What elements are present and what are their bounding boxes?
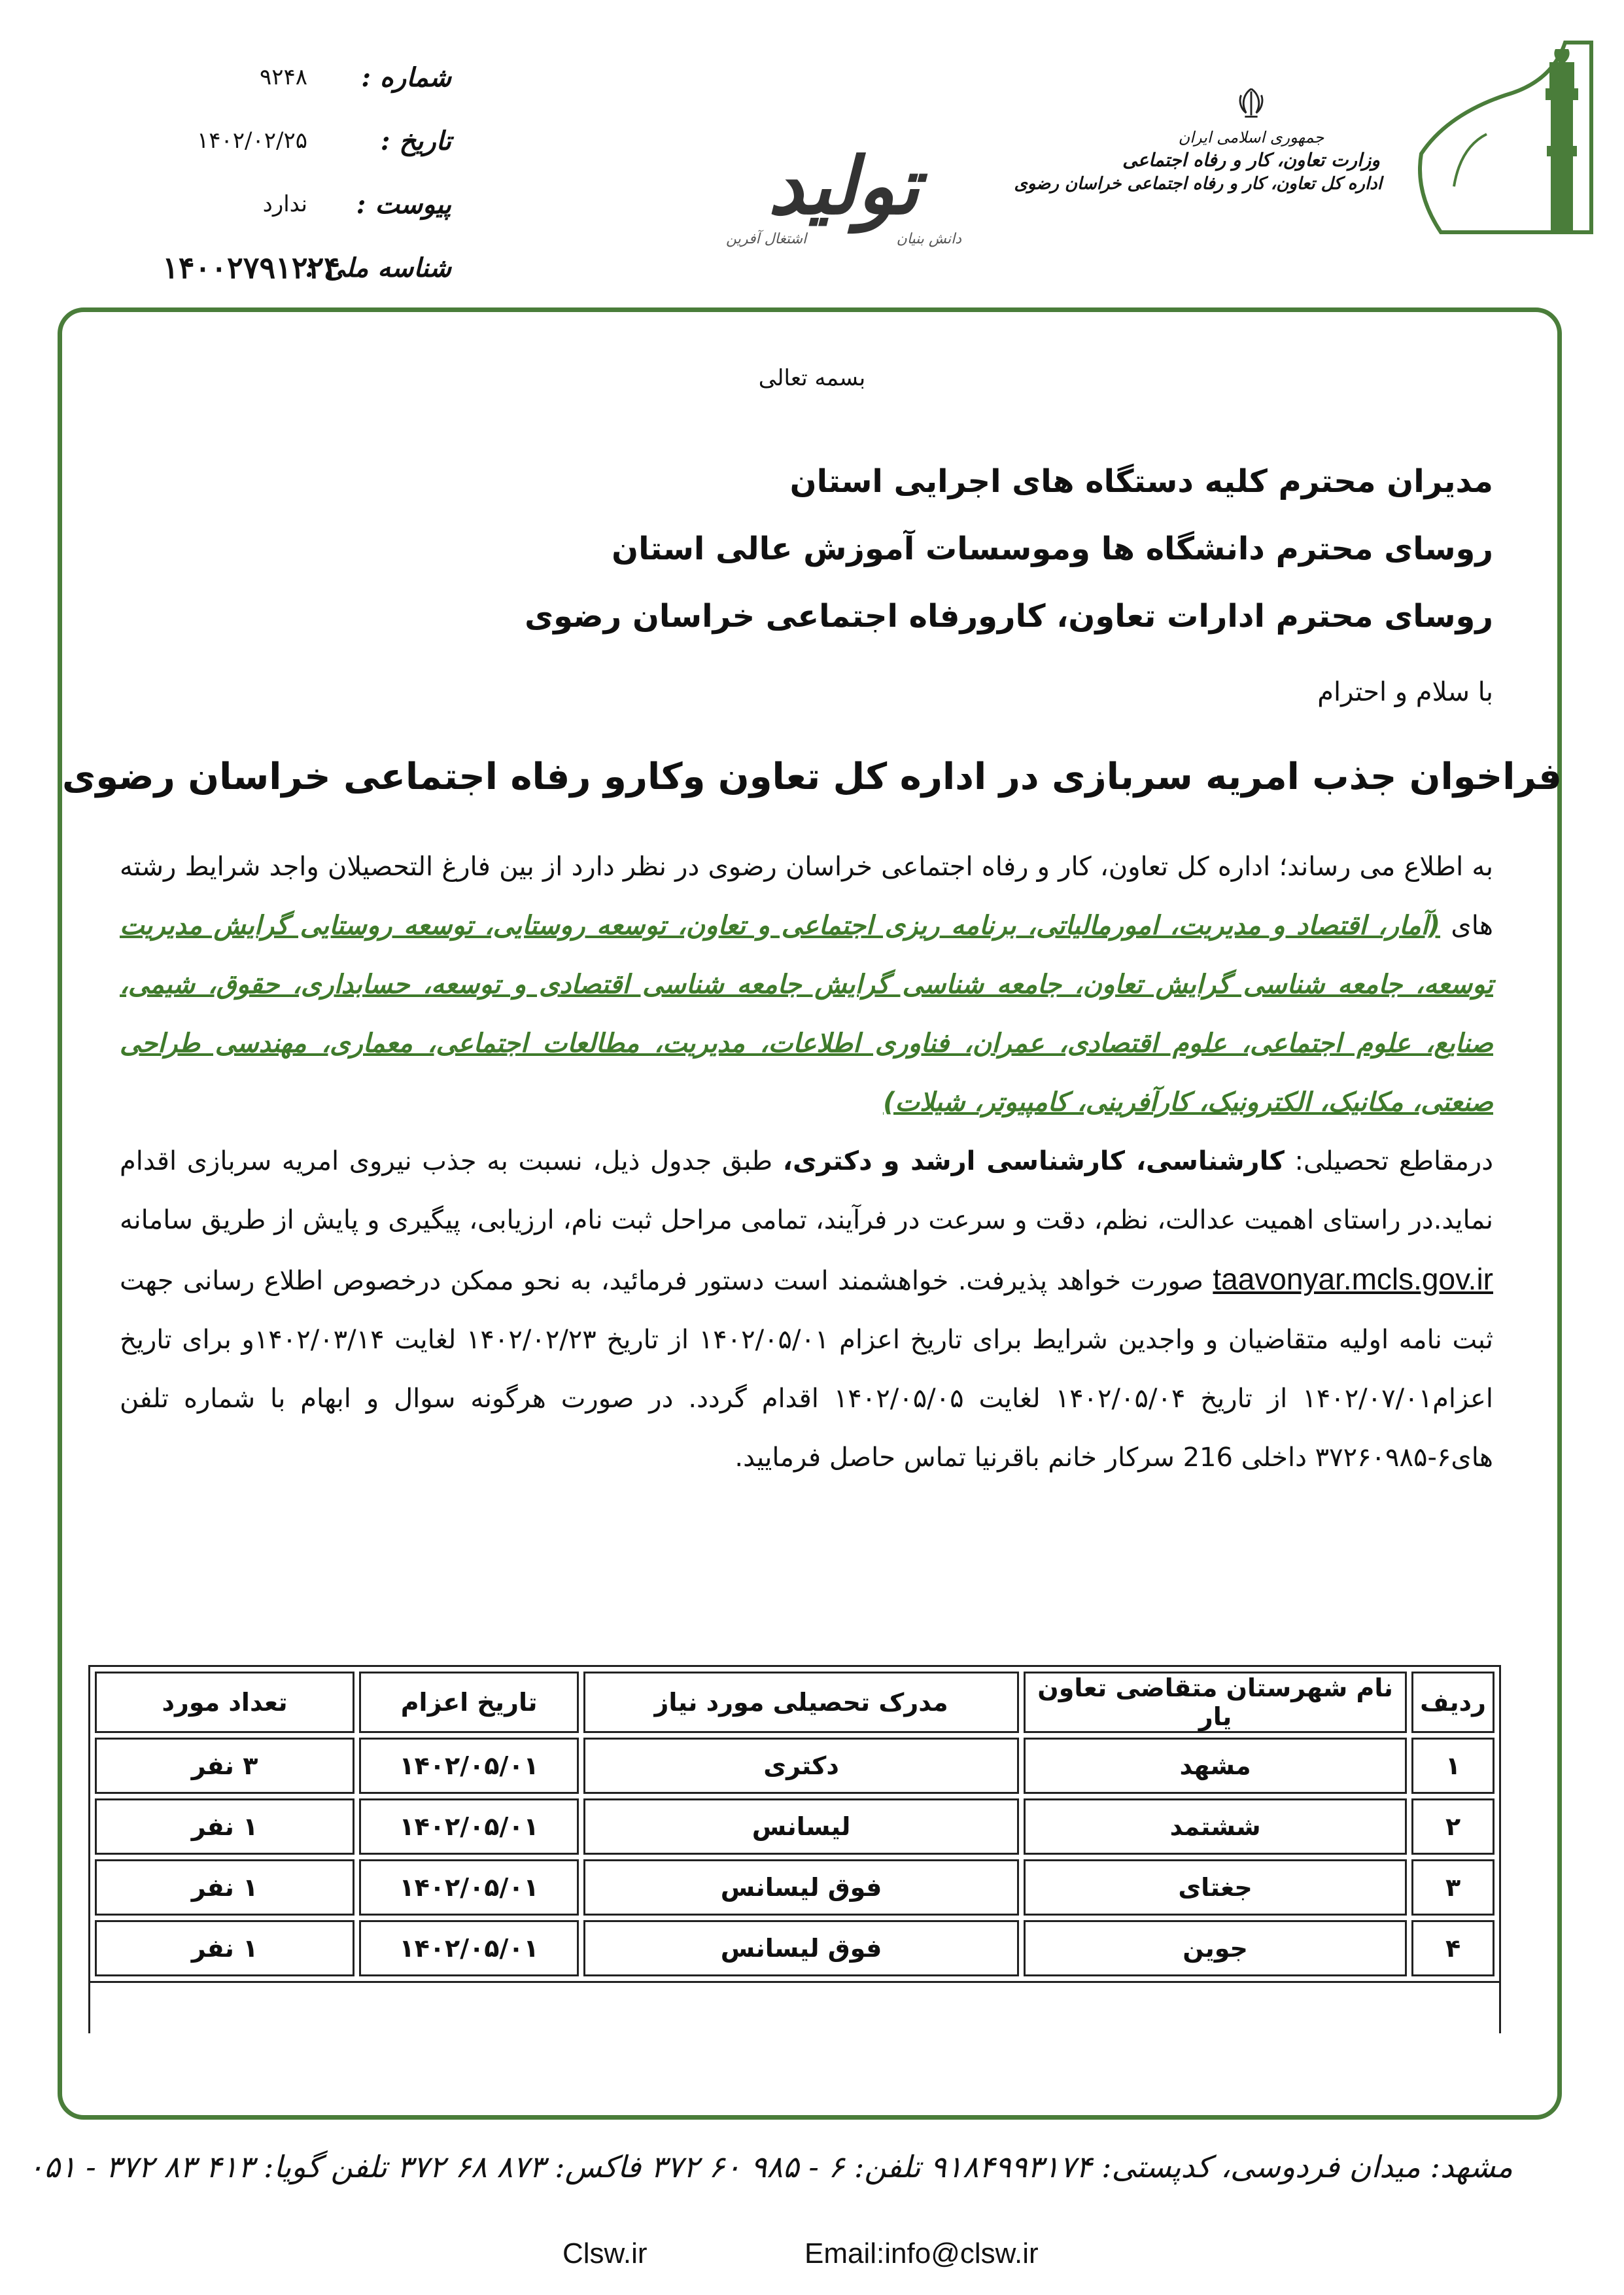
cell-count: ۱ نفر <box>95 1859 354 1916</box>
cell-count: ۱ نفر <box>95 1920 354 1976</box>
minaret-logo-icon <box>1402 36 1598 252</box>
ministry-letterhead <box>1014 85 1382 196</box>
footer-address: مشهد: میدان فردوسی، کدپستی: ۹۱۸۴۹۹۳۱۷۴ تلفن: ۶ - ۹۸۵ ۶۰ ۳۷۲ فاکس: ۸۷۳ ۶۸ ۳۷۲ تلفن گویا: ۴۱۳ ۸۳ ۳۷۲ - ۰۵۱ <box>27 2149 1513 2184</box>
letter-body <box>120 837 1493 1487</box>
gov-line-1: جمهوری اسلامی ایران <box>1178 128 1324 147</box>
body-paragraph-1 <box>120 837 1493 1132</box>
cell-dispatch-date: ۱۴۰۲/۰۵/۰۱ <box>359 1738 579 1794</box>
gov-line-2: وزارت تعاون، کار و رفاه اجتماعی <box>1122 149 1380 171</box>
slogan-sub-1: دانش بنیان <box>896 231 961 247</box>
attachment-label: پیوست : <box>356 189 451 220</box>
addressee-line: روسای محترم دانشگاه ها وموسسات آموزش عالی استان <box>612 531 1493 567</box>
body-text: صورت خواهد پذیرفت. خواهشمند است دستور فرمائید، به نحو ممکن درخصوص اطلاع رسانی جهت ثبت نامه اولیه متقاضیان و واجدین شرایط برای تاریخ اعزام ۱۴۰۲/۰۵/۰۱ از تاریخ ۱۴۰۲/۰۲/۲۳ لغایت ۱۴۰۲/۰۳/۱۴و برای تاریخ اعزام۱۴۰۲/۰۷/۰۱ از تاریخ ۱۴۰۲/۰۵/۰۴ لغایت ۱۴۰۲/۰۵/۰۵ اقدام گردد. در صورت هرگونه سوال و ابهام با شماره تلفن های۶-۳۷۲۶۰۹۸۵ داخلی 216 سرکار خانم باقرنیا تماس حاصل فرمایید. <box>120 1266 1494 1473</box>
letter-meta-labels <box>305 46 451 300</box>
degree-levels: کارشناسی، کارشناسی ارشد و دکتری، <box>782 1146 1285 1176</box>
body-text: درمقاطع تحصیلی: <box>1294 1146 1494 1176</box>
cell-count: ۱ نفر <box>95 1798 354 1855</box>
cell-degree: دکتری <box>583 1738 1019 1794</box>
cell-row-number: ۳ <box>1411 1859 1494 1916</box>
cell-dispatch-date: ۱۴۰۲/۰۵/۰۱ <box>359 1920 579 1976</box>
col-header-degree: مدرک تحصیلی مورد نیاز <box>583 1672 1019 1733</box>
slogan-sub-2: اشتغال آفرین <box>726 231 807 247</box>
letter-attachment: ندارد <box>262 191 307 217</box>
cell-dispatch-date: ۱۴۰۲/۰۵/۰۱ <box>359 1859 579 1916</box>
cell-degree: فوق لیسانس <box>583 1859 1019 1916</box>
basmala: بسمه تعالی <box>758 365 866 391</box>
cell-count: ۳ نفر <box>95 1738 354 1794</box>
cell-city: جغتای <box>1024 1859 1407 1916</box>
iran-emblem-icon <box>1232 85 1270 123</box>
cell-city: جوین <box>1024 1920 1407 1976</box>
cell-dispatch-date: ۱۴۰۲/۰۵/۰۱ <box>359 1798 579 1855</box>
addressee-line: روسای محترم ادارات تعاون، کارورفاه اجتماعی خراسان رضوی <box>525 598 1493 635</box>
letter-subject: فراخوان جذب امریه سربازی در اداره کل تعاون وکارو رفاه اجتماعی خراسان رضوی <box>62 756 1562 798</box>
addressee-block <box>120 448 1493 650</box>
cell-row-number: ۲ <box>1411 1798 1494 1855</box>
table-row <box>95 1859 1494 1916</box>
cell-degree: فوق لیسانس <box>583 1920 1019 1976</box>
number-label: شماره : <box>361 62 451 93</box>
cell-row-number: ۴ <box>1411 1920 1494 1976</box>
table-tail <box>88 1974 1501 2033</box>
table-row <box>95 1738 1494 1794</box>
portal-link[interactable]: taavonyar.mcls.gov.ir <box>1213 1262 1493 1296</box>
slogan-logo <box>706 140 981 291</box>
footer-email-link[interactable]: Email:info@clsw.ir <box>804 2237 1039 2269</box>
table-row <box>95 1798 1494 1855</box>
col-header-city: نام شهرستان متقاضی تعاون یار <box>1024 1672 1407 1733</box>
national-id-label: شناسه ملی : <box>305 253 451 283</box>
recruitment-table <box>88 1665 1501 1983</box>
gov-line-3: اداره کل تعاون، کار و رفاه اجتماعی خراسان رضوی <box>1014 174 1382 194</box>
table-header-row <box>95 1672 1494 1733</box>
national-id: ۱۴۰۰۲۷۹۱۲۲۴ <box>162 250 340 285</box>
fields-of-study: (آمار، اقتصاد و مدیریت، امورمالیاتی، برنامه ریزی اجتماعی و تعاون، توسعه روستایی، توسعه روستایی گرایش مدیریت توسعه، جامعه شناسی گرایش تعاون، جامعه شناسی گرایش جامعه شناسی اقتصادی و توسعه، حسابداری، حقوق، شیمی، صنایع، علوم اجتماعی، علوم اقتصادی، عمران، فناوری اطلاعات، مدیریت، مطالعات اجتماعی، معماری، مهندسی طراحی صنعتی، مکانیک، الکترونیک، کارآفرینی، کامپیوتر، شیلات) <box>120 911 1493 1117</box>
letter-date: ۱۴۰۲/۰۲/۲۵ <box>196 128 307 154</box>
letter-number: ۹۲۴۸ <box>259 64 307 90</box>
letter-meta-values <box>92 46 340 300</box>
body-text: به اطلاع می رساند؛ اداره کل تعاون، کار و رفاه اجتماعی خراسان رضوی در نظر دارد از بین فارغ التحصیلان واجد شرایط رشته های <box>120 852 1493 941</box>
date-label: تاریخ : <box>380 126 451 156</box>
cell-city: مشهد <box>1024 1738 1407 1794</box>
slogan-main: تولید <box>768 140 920 232</box>
cell-row-number: ۱ <box>1411 1738 1494 1794</box>
col-header-dispatch-date: تاریخ اعزام <box>359 1672 579 1733</box>
footer-website-link[interactable]: Clsw.ir <box>562 2237 648 2269</box>
addressee-line: مدیران محترم کلیه دستگاه های اجرایی استان <box>789 463 1493 500</box>
col-header-row-number: ردیف <box>1411 1672 1494 1733</box>
table-row <box>95 1920 1494 1976</box>
body-text: طبق جدول ذیل، نسبت به جذب نیروی امریه سربازی اقدام نماید.در راستای اهمیت عدالت، نظم، دقت و سرعت در فرآیند، تمامی مراحل ثبت نام، ارزیابی، پیگیری و پایش از طریق سامانه <box>120 1146 1493 1235</box>
body-paragraph-2 <box>120 1132 1493 1487</box>
col-header-count: تعداد مورد <box>95 1672 354 1733</box>
cell-degree: لیسانس <box>583 1798 1019 1855</box>
greeting: با سلام و احترام <box>1317 677 1493 707</box>
cell-city: ششتمد <box>1024 1798 1407 1855</box>
